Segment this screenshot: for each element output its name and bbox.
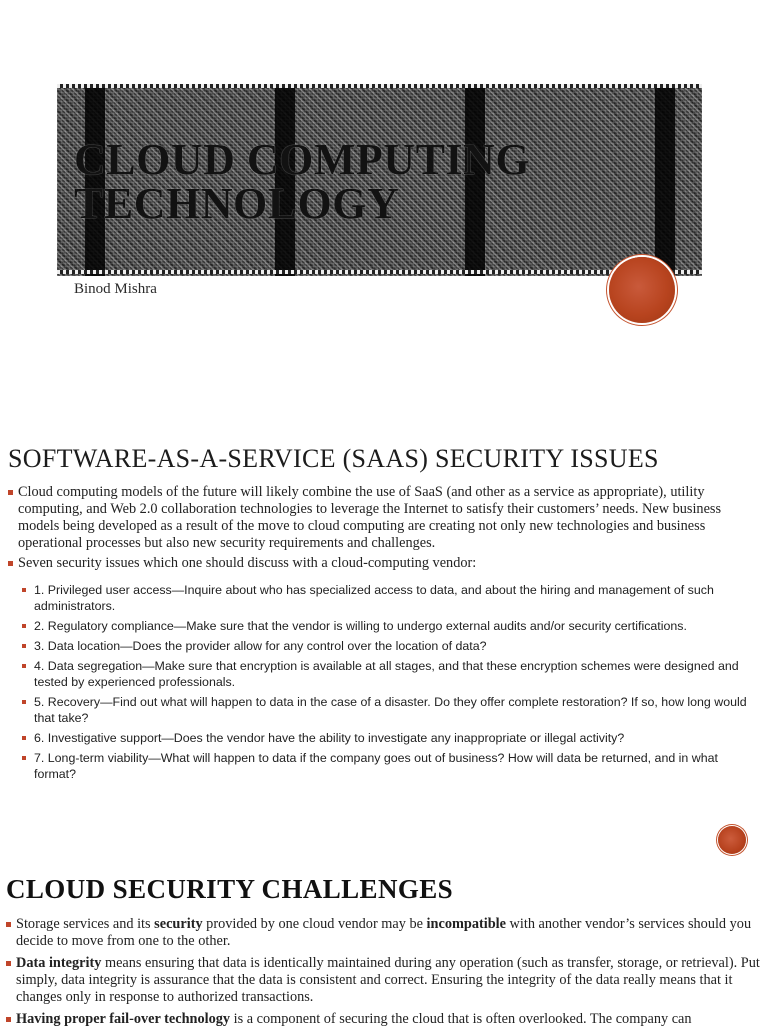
slide-heading: SOFTWARE-AS-A-SERVICE (SAAS) SECURITY ISSUES xyxy=(8,444,659,473)
slide-title xyxy=(74,135,634,228)
decorative-circle-badge xyxy=(609,257,675,323)
banner-bottom-border xyxy=(57,270,702,274)
author-name: Binod Mishra xyxy=(74,281,157,297)
title-slide xyxy=(0,0,768,390)
sub-list-item: 1. Privileged user access—Inquire about who has specialized access to data, and about the hiring and management of such administrators. xyxy=(22,582,752,614)
list-item: Cloud computing models of the future will likely combine the use of SaaS (and other as a service as appropriate), utility computing, and Web 2.0 collaboration technologies to leverage the Internet to satisfy their customers’ needs. New business models being developed as a result of the move to cloud computing are creating not only new technologies and business operational processes but also new security requirements and challenges. xyxy=(8,484,760,552)
list-item: Seven security issues which one should discuss with a cloud-computing vendor: xyxy=(8,555,760,572)
banner-top-border xyxy=(57,84,702,88)
sub-list-item: 4. Data segregation—Make sure that encryption is available at all stages, and that these encryption schemes were designed and tested by experienced professionals. xyxy=(22,658,752,690)
bullet-list xyxy=(8,484,760,575)
list-item: Data integrity means ensuring that data is identically maintained during any operation (such as transfer, storage, or retrieval). Put simply, data integrity is assurance that the data is consistent and correct. Ensuring the integrity of the data really means that it changes only in response to authorized transactions. xyxy=(6,955,760,1006)
title-line-2: TECHNOLOGY xyxy=(74,179,400,228)
list-item: Having proper fail-over technology is a component of securing the cloud that is often overlooked. The company can xyxy=(6,1011,760,1028)
sub-list-item: 5. Recovery—Find out what will happen to data in the case of a disaster. Do they offer complete restoration? If so, how long would that take? xyxy=(22,694,752,726)
slide-heading: CLOUD SECURITY CHALLENGES xyxy=(6,874,454,904)
bullet-list xyxy=(6,916,760,1033)
sub-list-item: 2. Regulatory compliance—Make sure that the vendor is willing to undergo external audits and/or security certifications. xyxy=(22,618,752,634)
sub-list-item: 6. Investigative support—Does the vendor have the ability to investigate any inappropriate or illegal activity? xyxy=(22,730,752,746)
title-line-1: CLOUD COMPUTING xyxy=(74,135,531,184)
sub-list-item: 3. Data location—Does the provider allow for any control over the location of data? xyxy=(22,638,752,654)
decorative-circle-badge-small xyxy=(718,826,746,854)
sub-bullet-list xyxy=(22,582,752,786)
sub-list-item: 7. Long-term viability—What will happen to data if the company goes out of business? How will data be returned, and in what format? xyxy=(22,750,752,782)
list-item: Storage services and its security provided by one cloud vendor may be incompatible with another vendor’s services should you decide to move from one to the other. xyxy=(6,916,760,950)
